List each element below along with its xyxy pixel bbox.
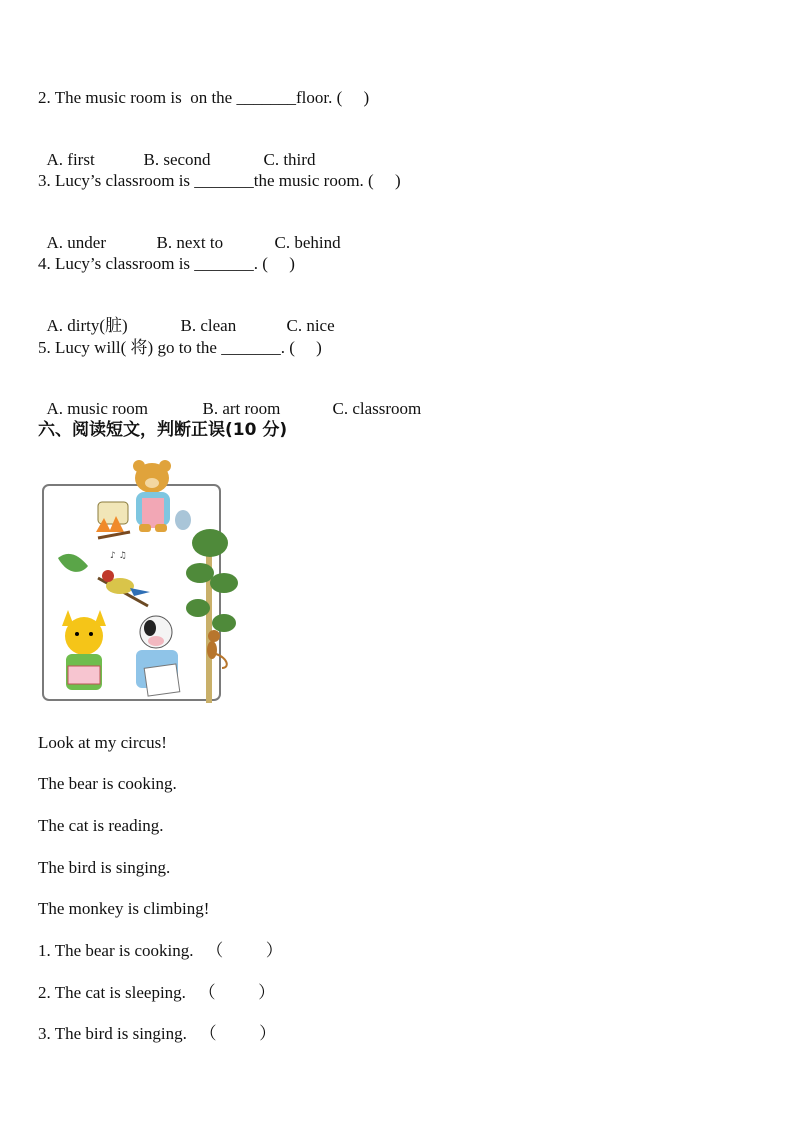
option-a: A. under: [46, 233, 106, 252]
svg-text:♪ ♫: ♪ ♫: [110, 551, 127, 561]
option-a: A. music room: [46, 399, 149, 418]
question-4-stem: 4. Lucy’s classroom is _______. ( ): [38, 254, 295, 273]
passage-line: The bird is singing.: [38, 858, 171, 877]
option-b: B. next to: [156, 233, 224, 252]
judgement-item: 1. The bear is cooking. （ ）: [38, 941, 283, 960]
option-b: B. clean: [180, 316, 237, 335]
option-c: C. classroom: [332, 399, 422, 418]
option-a: A. dirty(脏): [46, 316, 128, 335]
option-a: A. first: [46, 150, 95, 169]
passage-line: The cat is reading.: [38, 816, 164, 835]
judgement-item: 3. The bird is singing. （ ）: [38, 1024, 277, 1043]
option-b: B. second: [143, 150, 211, 169]
question-5-options: [38, 379, 421, 419]
question-3-options: [38, 213, 341, 253]
passage-line: The bear is cooking.: [38, 774, 177, 793]
question-2-options: [38, 130, 315, 170]
option-c: C. behind: [274, 233, 341, 252]
bear-icon: [133, 460, 171, 532]
judgement-item: 2. The cat is sleeping. （ ）: [38, 983, 276, 1002]
question-2-stem: 2. The music room is on the _______floor. ( ): [38, 88, 370, 107]
question-5-stem: 5. Lucy will( 将) go to the _______. ( ): [38, 338, 322, 357]
question-3-stem: 3. Lucy’s classroom is _______the music room. ( ): [38, 171, 401, 190]
option-b: B. art room: [202, 399, 281, 418]
section-heading: 六、阅读短文，判断正误(10 分): [38, 420, 288, 440]
passage-line: The monkey is climbing!: [38, 899, 210, 918]
circus-animals-illustration: [38, 458, 244, 708]
option-c: C. nice: [286, 316, 335, 335]
passage-line: Look at my circus!: [38, 733, 167, 752]
question-4-options: [38, 296, 335, 336]
option-c: C. third: [263, 150, 316, 169]
